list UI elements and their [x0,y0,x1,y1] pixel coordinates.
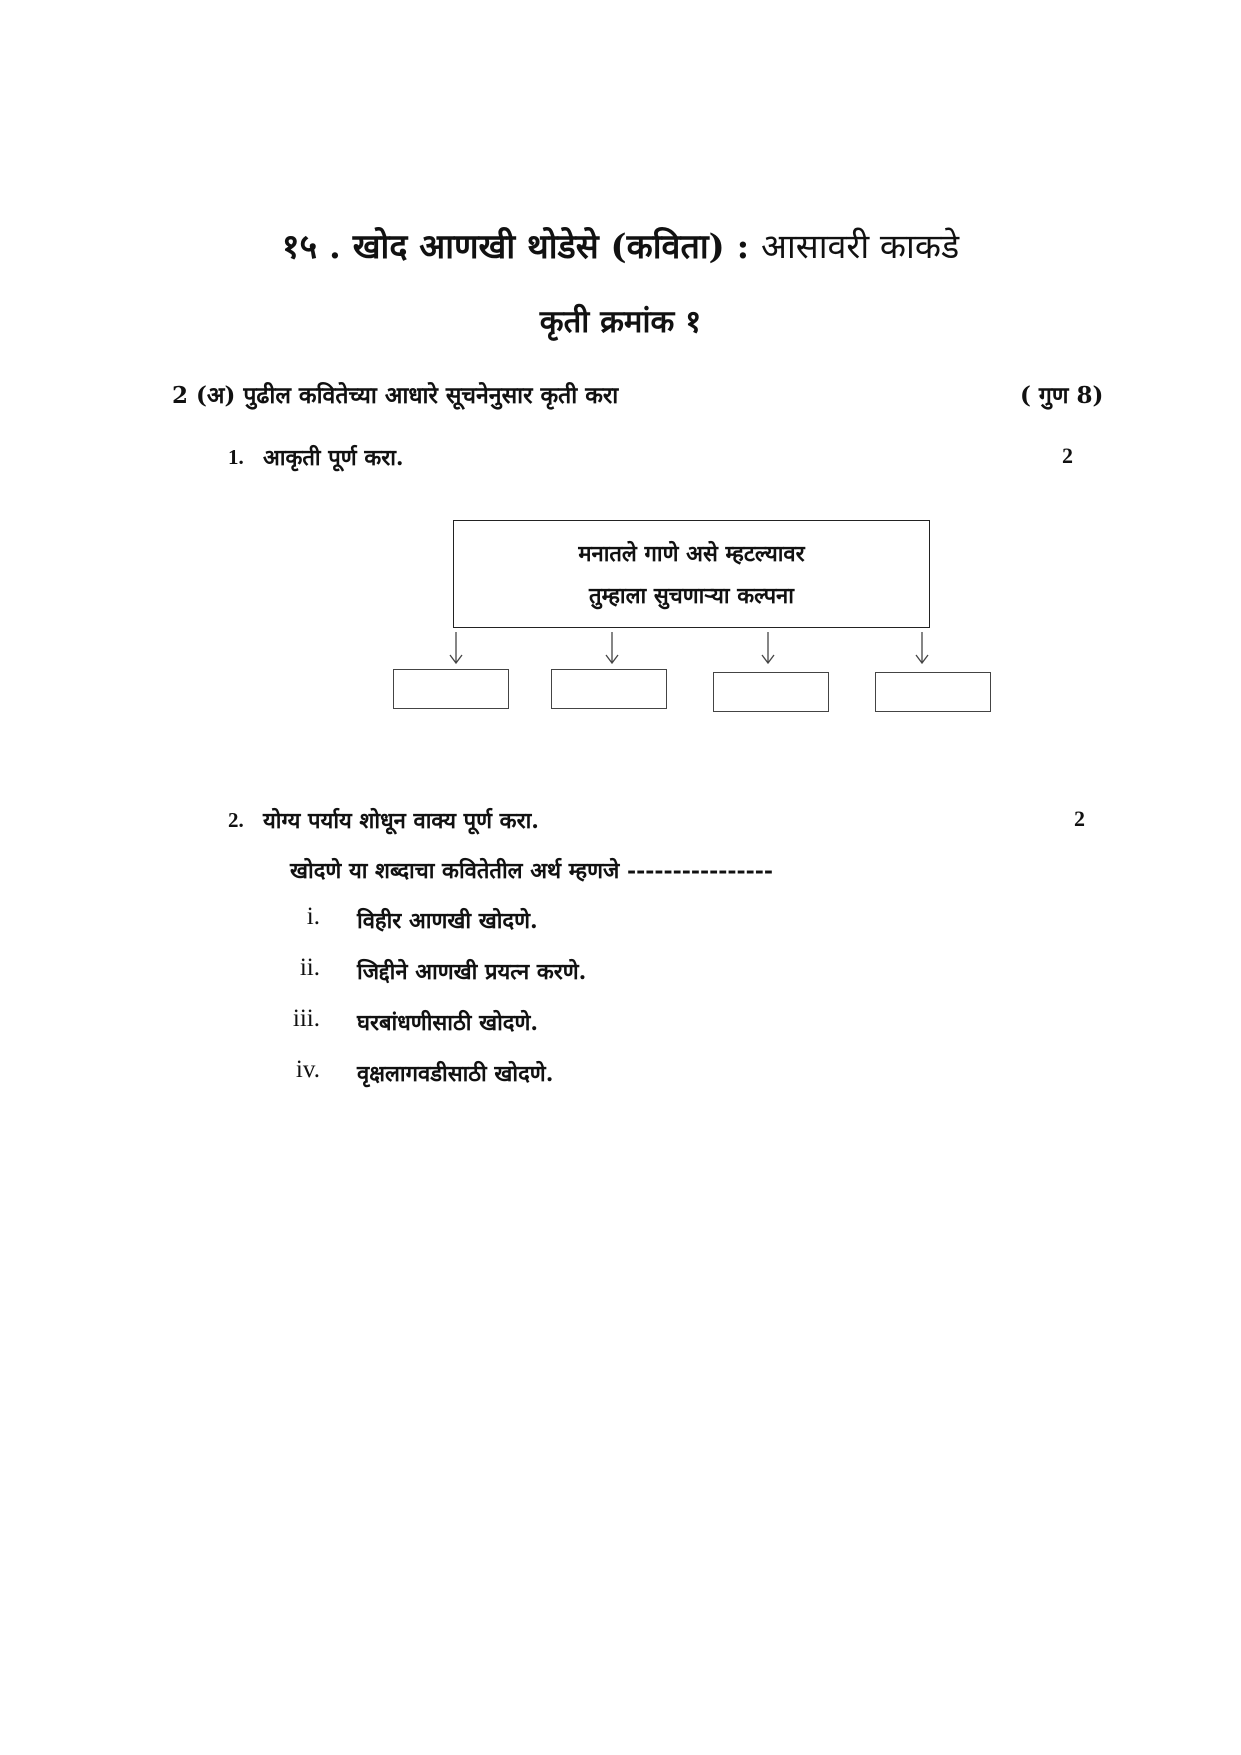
activity-title: कृती क्रमांक १ [539,304,702,340]
option-number: iii. [292,1005,320,1032]
arrow-down-icon [450,632,462,663]
item1-instruction: आकृती पूर्ण करा. [263,445,404,471]
author-name: आसावरी काकडे [760,227,960,267]
main-box-line-2: तुम्हाला सुचणाऱ्या कल्पना [589,583,794,609]
answer-box-2[interactable] [551,669,667,709]
answer-box-1[interactable] [393,669,509,709]
page-title [0,222,1241,268]
arrow-down-icon [606,632,618,663]
question-heading: 2 (अ) पुढील कवितेच्या आधारे सूचनेनुसार कृती करा [172,382,619,409]
concept-map-main-box [453,520,930,628]
option-text: घरबांधणीसाठी खोदणे. [357,1010,539,1036]
item2-instruction: योग्य पर्याय शोधून वाक्य पूर्ण करा. [263,808,539,834]
option-number: i. [306,903,320,930]
option-text: विहीर आणखी खोदणे. [357,908,538,934]
item1-number: 1. [228,445,244,469]
question-marks: ( गुण 8) [1020,382,1104,409]
lesson-title: १५ . खोद आणखी थोडेसे (कविता) : [281,227,750,267]
arrow-down-icon [916,632,928,663]
option-text: वृक्षलागवडीसाठी खोदणे. [357,1061,554,1087]
item1-marks: 2 [1062,443,1073,468]
option-number: iv. [295,1056,320,1083]
option-number: ii. [299,954,320,981]
item2-marks: 2 [1074,806,1085,831]
main-box-line-1: मनातले गाणे असे म्हटल्यावर [578,541,805,567]
fill-in-sentence: खोदणे या शब्दाचा कवितेतील अर्थ म्हणजे ---------------- [290,858,774,884]
arrow-down-icon [762,632,774,663]
item2-number: 2. [228,808,244,832]
option-text: जिद्दीने आणखी प्रयत्न करणे. [357,959,587,985]
answer-box-4[interactable] [875,672,991,712]
answer-box-3[interactable] [713,672,829,712]
